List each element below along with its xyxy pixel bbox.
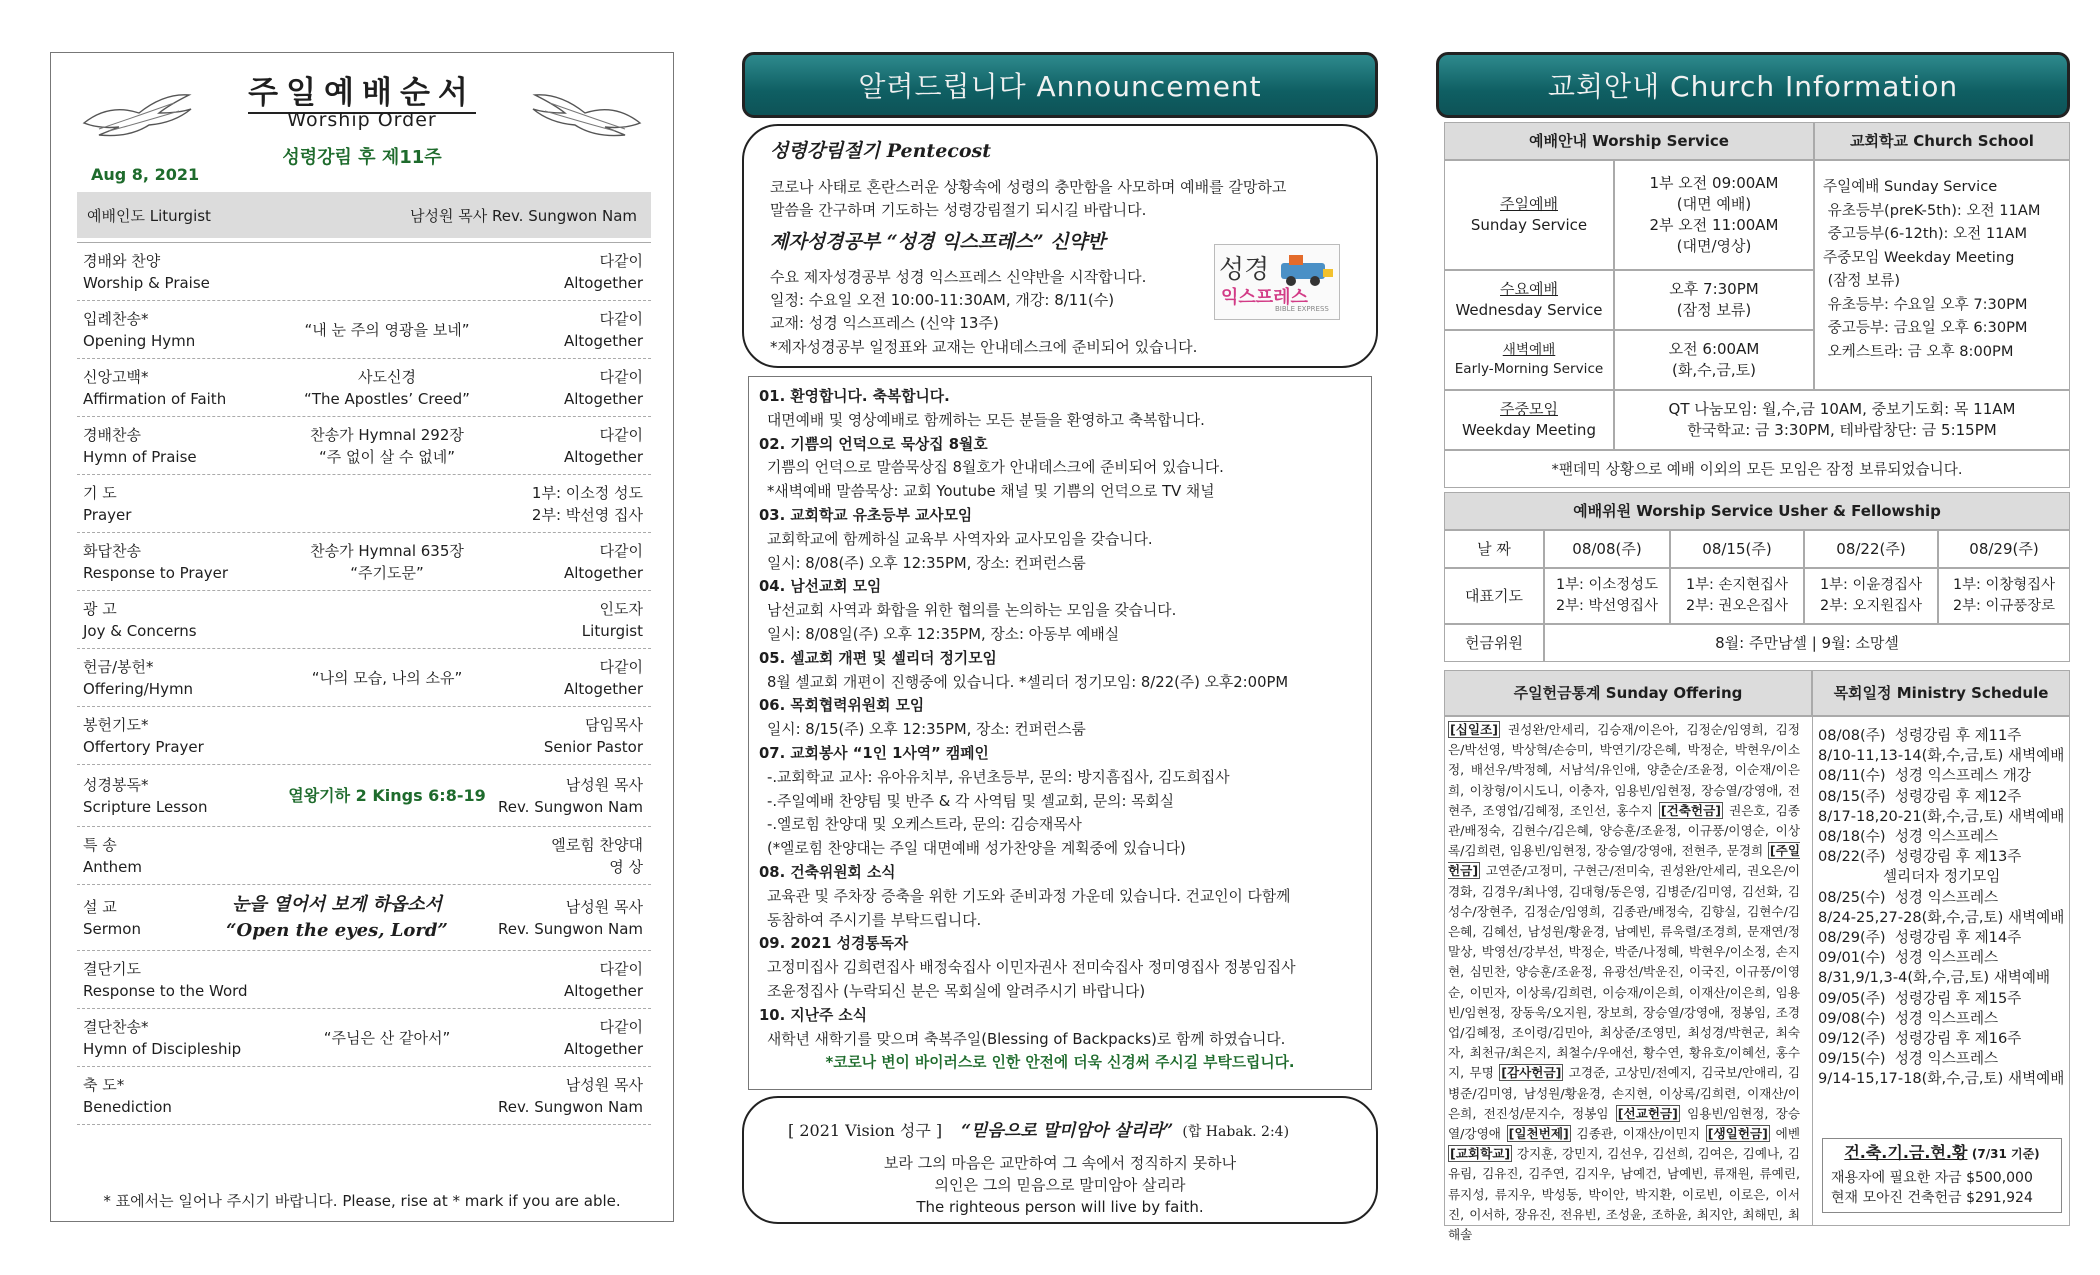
- worship-subtitle: Worship Order: [287, 109, 437, 131]
- schedule-item: 8/17-18,20-21(화,수,금,토) 새벽예배: [1818, 807, 2065, 825]
- order-item-korean: 광 고: [83, 599, 117, 618]
- announcement-line: 8월 셀교회 개편이 진행중에 있습니다. *셀리더 정기모임: 8/22(주) 오후2:00PM: [767, 673, 1289, 691]
- order-item: [83, 958, 293, 1002]
- order-item-korean: 경배찬송: [83, 425, 141, 444]
- usher-date: 08/22(주): [1804, 530, 1938, 568]
- church-school-line: 유초등부(preK-5th): 오전 11AM: [1823, 201, 2041, 219]
- order-leader: [498, 1074, 643, 1118]
- order-row: [77, 243, 651, 301]
- schedule-item: 9/14-15,17-18(화,수,금,토) 새벽예배: [1818, 1070, 2065, 1088]
- prayer-leader-2: 2부: 권오은집사: [1686, 598, 1788, 614]
- schedule-item: 8/10-11,13-14(화,수,금,토) 새벽예배: [1818, 747, 2065, 765]
- vision-ref: (합 Habak. 2:4): [1182, 1124, 1290, 1140]
- bible-express-logo: 성경 익스프레스 BIBLE EXPRESS: [1214, 244, 1340, 320]
- order-item: [83, 540, 293, 584]
- order-detail-2: “주 없이 살 수 없네”: [318, 447, 456, 466]
- order-item-english: Hymn of Discipleship: [83, 1039, 242, 1058]
- order-detail-2: “The Apostles’ Creed”: [304, 389, 470, 408]
- order-leader-2: 영 상: [609, 857, 643, 876]
- announcement-heading: 06. 목회협력위원회 모임: [759, 697, 925, 715]
- order-item-english: Response to the Word: [83, 981, 248, 1000]
- order-leader-1: 다같이: [599, 309, 643, 328]
- ws-wednesday-label: 수요예배 Wednesday Service: [1444, 270, 1614, 330]
- order-row: [77, 417, 651, 475]
- order-item: [83, 598, 293, 642]
- order-leader: [564, 958, 643, 1002]
- order-leader-2: Liturgist: [581, 621, 643, 640]
- usher-header: 예배위원 Worship Service Usher & Fellowship: [1444, 492, 2070, 530]
- church-school-line: 오케스트라: 금 오후 8:00PM: [1823, 342, 2014, 360]
- order-leader-2: Rev. Sungwon Nam: [497, 1097, 643, 1116]
- order-detail: [287, 319, 487, 341]
- order-row: [77, 649, 651, 707]
- liturgist-label: 예배인도 Liturgist: [87, 206, 211, 225]
- order-item-english: Hymn of Praise: [83, 447, 197, 466]
- order-leader-2: Altogether: [563, 679, 643, 698]
- order-item: [83, 774, 293, 818]
- church-school-line: (잠정 보류): [1823, 272, 1901, 289]
- order-detail-1: 찬송가 Hymnal 635장: [310, 541, 464, 560]
- announcement-list: [748, 376, 1372, 1090]
- prayer-leaders: [1544, 568, 1670, 624]
- service-date: Aug 8, 2021: [91, 165, 200, 184]
- weekday-label: 주중모임 Weekday Meeting: [1444, 390, 1614, 450]
- order-leader: [551, 834, 643, 878]
- order-item-english: Worship & Praise: [83, 273, 210, 292]
- vision-line-3: The righteous person will live by faith.: [916, 1198, 1204, 1216]
- usher-date: 08/15(주): [1670, 530, 1804, 568]
- weekday-times: QT 나눔모임: 월,수,금 10AM, 중보기도회: 목 11AM 한국학교: 금 3:30PM, 테바랍창단: 금 5:15PM: [1614, 390, 2070, 450]
- worship-service-header: 예배안내 Worship Service: [1444, 122, 1814, 160]
- order-item-korean: 결단찬송*: [83, 1017, 149, 1036]
- order-item-korean: 결단기도: [83, 959, 141, 978]
- order-item-english: Sermon: [83, 919, 141, 938]
- order-leader: [564, 250, 643, 294]
- order-item-korean: 설 교: [83, 897, 117, 916]
- announcement-line: (*엘로힘 찬양대는 주일 대면예배 성가찬양을 계획중에 있습니다): [767, 840, 1186, 858]
- study-line-1: 수요 제자성경공부 성경 익스프레스 신약반을 시작합니다.: [770, 268, 1147, 286]
- order-detail-1: 찬송가 Hymnal 292장: [310, 425, 464, 444]
- schedule-item: 08/22(주) 성령강림 후 제13주: [1818, 848, 2022, 866]
- announcement-heading: 01. 환영합니다. 축복합니다.: [759, 388, 950, 405]
- order-leader-2: Rev. Sungwon Nam: [497, 797, 643, 816]
- fund-date: (7/31 기준): [1971, 1147, 2040, 1161]
- order-leader-1: 다같이: [599, 425, 643, 444]
- order-row: [77, 475, 651, 533]
- prayer-leaders: [1804, 568, 1938, 624]
- schedule-item: 08/29(주) 성령강림 후 제14주: [1818, 929, 2022, 947]
- pentecost-body-2: 말씀을 간구하며 기도하는 성령강림절기 되시길 바랍니다.: [770, 201, 1147, 219]
- order-leader: [582, 598, 643, 642]
- order-detail: [287, 785, 487, 807]
- order-leader: [544, 714, 643, 758]
- order-detail-2: “주기도문”: [350, 563, 424, 582]
- order-leader-1: 엘로힘 찬양대: [551, 835, 643, 854]
- worship-title: 주일예배순서: [51, 67, 673, 112]
- liturgist-bar: [77, 192, 651, 238]
- order-row: [77, 707, 651, 765]
- order-item-korean: 특 송: [83, 835, 117, 854]
- pentecost-title: 성령강림절기 Pentecost: [770, 140, 991, 162]
- order-item-english: Scripture Lesson: [83, 797, 208, 816]
- study-title: 제자성경공부 “성경 익스프레스” 신약반: [770, 231, 1106, 253]
- announcement-line: 고정미집사 김희련집사 배정숙집사 이민자권사 전미숙집사 정미영집사 정봉임집사: [767, 959, 1296, 977]
- sermon-title: 눈을 열어서 보게 하옵소서: [231, 893, 443, 915]
- order-detail-1: “내 눈 주의 영광을 보네”: [304, 320, 470, 339]
- announcement-line: 교육관 및 주차장 증축을 위한 기도와 준비과정 가운데 있습니다. 건교인이 다함께: [767, 887, 1291, 905]
- announcement-line: 일시: 8/15(주) 오후 12:35PM, 장소: 컨퍼런스룸: [767, 721, 1086, 739]
- covid-notice: *코로나 변이 바이러스로 인한 안전에 더욱 신경써 주시길 부탁드립니다.: [825, 1054, 1295, 1072]
- order-leader-2: Altogether: [563, 273, 643, 292]
- order-item-korean: 화답찬송: [83, 541, 141, 560]
- order-leader-1: 담임목사: [585, 715, 643, 734]
- church-school-line: 중고등부: 금요일 오후 6:30PM: [1823, 319, 2028, 336]
- order-leader-2: Rev. Sungwon Nam: [497, 919, 643, 938]
- order-item: [83, 250, 293, 294]
- church-school-line: 주중모임 Weekday Meeting: [1823, 248, 2015, 266]
- order-leader-1: 다같이: [599, 1017, 643, 1036]
- announcement-line: -.엘로힘 찬양대 및 오케스트라, 문의: 김승재목사: [767, 816, 1082, 834]
- order-leader-2: Altogether: [563, 981, 643, 1000]
- prayer-leader-2: 2부: 이규풍장로: [1953, 598, 2055, 614]
- schedule-item: 09/01(수) 성경 익스프레스: [1818, 949, 1999, 967]
- order-detail: [287, 366, 487, 410]
- order-item: [83, 714, 293, 758]
- announcement-line: -.교회학교 교사: 유아유치부, 유년초등부, 문의: 방지흠집사, 김도희집사: [767, 768, 1230, 786]
- order-item: [83, 482, 293, 526]
- order-item-korean: 신앙고백*: [83, 367, 149, 386]
- order-row: [77, 1067, 651, 1125]
- study-line-2: 일정: 수요일 오전 10:00-11:30AM, 개강: 8/11(수): [770, 291, 1115, 309]
- order-item-korean: 축 도*: [83, 1075, 125, 1094]
- building-fund-box: [1822, 1138, 2062, 1213]
- order-row: [77, 533, 651, 591]
- order-detail-1: “주님은 산 같아서”: [323, 1028, 451, 1047]
- offering-committee-label: 헌금위원: [1444, 624, 1544, 662]
- schedule-item: 08/11(수) 성경 익스프레스 개강: [1818, 767, 2031, 785]
- order-detail: [167, 892, 507, 944]
- ws-sunday-label: 주일예배 Sunday Service: [1444, 160, 1614, 270]
- order-row: [77, 885, 651, 951]
- order-item-korean: 헌금/봉헌*: [83, 657, 154, 676]
- announcement-line: 대면예배 및 영상예배로 함께하는 모든 분들을 환영하고 축복합니다.: [767, 411, 1205, 429]
- order-leader-2: Senior Pastor: [543, 737, 643, 756]
- schedule-item: 09/05(주) 성령강림 후 제15주: [1818, 989, 2022, 1007]
- order-item: [83, 1074, 293, 1118]
- announcement-heading: 10. 지난주 소식: [759, 1006, 867, 1024]
- order-leader: [498, 896, 643, 940]
- fund-raised: 현재 모아진 건축헌금 $291,924: [1831, 1190, 2033, 1206]
- ws-wednesday-times: 오후 7:30PM (잠정 보류): [1614, 270, 1814, 330]
- liturgical-sunday: 성령강림 후 제11주: [282, 147, 442, 168]
- order-item-english: Prayer: [83, 505, 132, 524]
- order-detail: [287, 667, 487, 689]
- order-leader-1: 다같이: [599, 657, 643, 676]
- order-item: [83, 834, 293, 878]
- order-detail-1: “나의 모습, 나의 소유”: [311, 668, 463, 687]
- announcement-line: 교회학교에 함께하실 교육부 사역자와 교사모임을 갖습니다.: [767, 530, 1153, 548]
- order-leader-1: 남성원 목사: [565, 1075, 643, 1094]
- scripture-reference: 열왕기하 2 Kings 6:8-19: [288, 785, 486, 805]
- church-school-line: 중고등부(6-12th): 오전 11AM: [1823, 225, 2028, 242]
- order-leader-1: 다같이: [599, 541, 643, 560]
- fund-needed: 재용자에 필요한 자금 $500,000: [1831, 1170, 2033, 1186]
- announcement-heading: 04. 남선교회 모임: [759, 578, 882, 596]
- order-leader: [532, 482, 643, 526]
- prayer-leaders: [1938, 568, 2070, 624]
- prayer-label: 대표기도: [1444, 568, 1544, 624]
- order-item: [83, 366, 293, 410]
- schedule-item: 08/18(수) 성경 익스프레스: [1818, 828, 1999, 846]
- order-row: [77, 1009, 651, 1067]
- church-school-line: 주일예배 Sunday Service: [1823, 178, 1998, 195]
- order-item-english: Joy & Concerns: [83, 621, 197, 640]
- order-item: [83, 308, 293, 352]
- order-item-korean: 봉헌기도*: [83, 715, 149, 734]
- schedule-item: 셀리더자 정기모임: [1818, 868, 2001, 886]
- announcement-line: 기쁨의 언덕으로 말씀묵상집 8월호가 안내데스크에 준비되어 있습니다.: [767, 459, 1224, 477]
- announcement-line: 남선교회 사역과 화합을 위한 협의를 논의하는 모임을 갖습니다.: [767, 602, 1177, 620]
- order-item-korean: 입례찬송*: [83, 309, 149, 328]
- fund-title: 건.축.기.금.현.황: [1844, 1143, 1968, 1162]
- order-item: [83, 656, 293, 700]
- order-leader: [498, 774, 643, 818]
- announcement-banner: 알려드립니다 Announcement: [742, 52, 1378, 118]
- order-leader: [564, 540, 643, 584]
- announcement-line: 동참하여 주시기를 부탁드립니다.: [767, 911, 982, 929]
- schedule-item: 09/15(수) 성경 익스프레스: [1818, 1050, 1999, 1068]
- order-row: [77, 359, 651, 417]
- order-leader-2: Altogether: [563, 447, 643, 466]
- rise-note: * 표에서는 일어나 주시기 바랍니다. Please, rise at * mark if you are able.: [103, 1192, 621, 1210]
- schedule-item: 09/12(주) 성령강림 후 제16주: [1818, 1030, 2022, 1048]
- announcement-heading: 02. 기쁨의 언덕으로 묵상집 8월호: [759, 435, 988, 453]
- order-leader: [564, 366, 643, 410]
- order-item-english: Offering/Hymn: [83, 679, 194, 698]
- schedule-item: 08/08(주) 성령강림 후 제11주: [1818, 727, 2022, 744]
- prayer-leader-1: 1부: 이윤경집사: [1820, 577, 1922, 593]
- sunday-offering-header: 주일헌금통계 Sunday Offering: [1444, 670, 1812, 716]
- order-leader-2: Altogether: [563, 1039, 643, 1058]
- order-item: [83, 1016, 293, 1060]
- church-school-line: 유초등부: 수요일 오후 7:30PM: [1823, 295, 2028, 313]
- order-detail-1: 사도신경: [358, 367, 416, 386]
- schedule-item: 09/08(수) 성경 익스프레스: [1818, 1009, 1999, 1027]
- church-school-header: 교회학교 Church School: [1814, 122, 2070, 160]
- order-leader-2: 2부: 박선영 집사: [531, 505, 643, 524]
- announcement-heading: 05. 셀교회 개편 및 셀리더 정기모임: [759, 649, 997, 667]
- order-leader: [564, 656, 643, 700]
- study-line-3: 교재: 성경 익스프레스 (신약 13주): [770, 314, 999, 332]
- pentecost-box: [742, 124, 1378, 368]
- worship-order-panel: [50, 52, 674, 1222]
- announcement-heading: 09. 2021 성경통독자: [759, 935, 909, 953]
- announcement-line: 일시: 8/08일(주) 오후 12:35PM, 장소: 아동부 예배실: [767, 625, 1120, 643]
- prayer-leader-2: 2부: 박선영집사: [1556, 598, 1658, 614]
- ministry-schedule-list: [1812, 718, 2068, 1090]
- vision-box: [742, 1096, 1378, 1224]
- announcement-heading: 07. 교회봉사 “1인 1사역” 캠페인: [759, 744, 989, 762]
- announcement-heading: 08. 건축위원회 소식: [759, 863, 896, 881]
- order-table: [77, 242, 651, 1125]
- order-item-english: Offertory Prayer: [83, 737, 204, 756]
- order-item-english: Response to Prayer: [83, 563, 229, 582]
- order-leader-1: 남성원 목사: [565, 897, 643, 916]
- order-item-english: Benediction: [83, 1097, 172, 1116]
- church-info-banner: 교회안내 Church Information: [1436, 52, 2070, 118]
- order-leader: [564, 424, 643, 468]
- announcement-heading: 03. 교회학교 유초등부 교사모임: [759, 506, 973, 524]
- schedule-item: 08/25(수) 성경 익스프레스: [1818, 888, 1999, 906]
- order-leader-2: Altogether: [563, 331, 643, 350]
- vision-line-1: 보라 그의 마음은 교만하여 그 속에서 정직하지 못하나: [883, 1154, 1237, 1172]
- ws-morning-times: 오전 6:00AM (화,수,금,토): [1614, 330, 1814, 390]
- order-leader-1: 다같이: [599, 251, 643, 270]
- prayer-leader-1: 1부: 손지현집사: [1686, 577, 1788, 593]
- order-item-english: Affirmation of Faith: [83, 389, 227, 408]
- usher-date: 08/08(주): [1544, 530, 1670, 568]
- order-detail: [287, 540, 487, 584]
- order-item: [83, 424, 293, 468]
- train-icon: [1279, 249, 1337, 289]
- usher-date: 08/29(주): [1938, 530, 2070, 568]
- liturgist-name: 남성원 목사 Rev. Sungwon Nam: [409, 206, 637, 225]
- ws-morning-label: 새벽예배 Early-Morning Service: [1444, 330, 1614, 390]
- offering-list: [십일조] 권성완/안세리, 김승재/이은아, 김정순/임영희, 김정은/박선영, 박상혁/손승미, 박연기/강은혜, 박정순, 박현우/이소정, 배선우/박정혜, 서남석/유인애, 양춘순/조윤정, 이순재/이은희, 이창형/이시도니, 이충자, 임용빈/임현정, 장승열/강영애, 전현주, 조영업/김혜정, 조인선, 홍수지 [건축헌금] 권은호, 김종관/배정숙, 김현수/김은혜, 양승훈/조윤정, 이규풍/이영순, 이상록/김희련, 임용빈/임현정, 장승열/강영애, 전현주, 문경희 [주일헌금] 고연준/고정미, 구현근/전미숙, 권성완/안세리, 권오은/이경화, 김경우/최나영, 김대형/동은영, 김병준/김미영, 김선화, 김성수/장현주, 김정순/임영희, 김종관/배정숙, 김향실, 김현수/김은혜, 김혜선, 남성원/황윤경, 남예빈, 류욱렬/조경희, 문재연/정말상, 박영선/강부선, 박정순, 박준/나정혜, 박현우/이소정, 손지현, 심민찬, 양승훈/조윤정, 유광선/박운진, 이국진, 이규풍/이영순, 이민자, 이상록/김희련, 이승재/이은희, 이재산/이은희, 임용빈/임현정, 장동욱/오지원, 장보희, 장승열/강영애, 정봉임, 조경업/김혜정, 조이령/김민아, 최상준/조영민, 최성경/박현군, 최숙자, 최천규/최은지, 최철수/우애선, 황수연, 황유호/이혜선, 홍수지, 무명 [감사헌금] 고경준, 고상민/전예지, 김국보/안애리, 김병준/김미영, 남성원/황윤경, 손지현, 이상록/김희련, 이재산/이은희, 전진성/문지수, 정봉임 [선교헌금] 임용빈/임현정, 장승열/강영애 [일천번제] 김종관, 이재산/이민지 [생일헌금] 에벤 [교회학교] 강지훈, 강민지, 김선우, 김선희, 김여은, 김예나, 김유림, 김유진, 김주연, 김지우, 남예건, 남예빈, 류재원, 류예린, 류지성, 류지우, 박성동, 박이안, 박지환, 이로빈, 이로은, 이서진, 이서하, 장유진, 전유빈, 조성윤, 조하윤, 최지안, 최해민, 최해솔: [1448, 722, 1801, 1243]
- order-item-english: Anthem: [83, 857, 142, 876]
- order-detail: [287, 424, 487, 468]
- sermon-title-en: “Open the eyes, Lord”: [226, 919, 448, 941]
- pandemic-note: *팬데믹 상황으로 예배 이외의 모든 모임은 잠정 보류되었습니다.: [1444, 450, 2070, 488]
- prayer-leaders: [1670, 568, 1804, 624]
- ministry-schedule-header: 목회일정 Ministry Schedule: [1812, 670, 2070, 716]
- schedule-item: 8/24-25,27-28(화,수,금,토) 새벽예배: [1818, 908, 2065, 926]
- order-row: [77, 951, 651, 1009]
- vision-line-2: 의인은 그의 믿음으로 말미암아 살리라: [934, 1176, 1186, 1194]
- order-item-korean: 기 도: [83, 483, 117, 502]
- order-leader: [564, 1016, 643, 1060]
- vision-label: [ 2021 Vision 성구 ]: [788, 1121, 943, 1140]
- announcement-line: 일시: 8/08(주) 오후 12:35PM, 장소: 컨퍼런스룸: [767, 554, 1086, 572]
- vision-title: “믿음으로 말미암아 살리라”: [961, 1121, 1174, 1141]
- prayer-leader-1: 1부: 이창형집사: [1953, 577, 2055, 593]
- order-row: [77, 827, 651, 885]
- order-row: [77, 591, 651, 649]
- order-leader-2: Altogether: [563, 563, 643, 582]
- order-detail: [287, 1027, 487, 1049]
- order-row: [77, 301, 651, 359]
- announcement-line: 새학년 새학기를 맞으며 축복주일(Blessing of Backpacks)로 함께 하였습니다.: [767, 1030, 1286, 1048]
- order-leader-1: 다같이: [599, 959, 643, 978]
- prayer-leader-2: 2부: 오지원집사: [1820, 598, 1922, 614]
- order-item-korean: 성경봉독*: [83, 775, 149, 794]
- order-item-english: Opening Hymn: [83, 331, 196, 350]
- ws-sunday-times: 1부 오전 09:00AM (대면 예배) 2부 오전 11:00AM (대면/영상): [1614, 160, 1814, 270]
- order-leader-1: 남성원 목사: [565, 775, 643, 794]
- study-line-4: *제자성경공부 일정표와 교재는 안내데스크에 준비되어 있습니다.: [770, 338, 1198, 356]
- announcement-line: 조윤정집사 (누락되신 분은 목회실에 알려주시기 바랍니다): [767, 982, 1146, 1000]
- announcement-line: *새벽예배 말씀묵상: 교회 Youtube 채널 및 기쁨의 언덕으로 TV 채널: [767, 483, 1215, 501]
- order-leader-1: 다같이: [599, 367, 643, 386]
- offering-committee-value: 8월: 주만남셀 | 9월: 소망셀: [1544, 624, 2070, 662]
- prayer-leader-1: 1부: 이소정성도: [1556, 577, 1658, 593]
- announcement-line: -.주일예배 찬양팀 및 반주 & 각 사역팀 및 셀교회, 문의: 목회실: [767, 792, 1175, 810]
- schedule-item: 08/15(주) 성령강림 후 제12주: [1818, 787, 2022, 805]
- order-leader-1: 인도자: [599, 599, 643, 618]
- order-item-korean: 경배와 찬양: [83, 251, 161, 270]
- schedule-item: 8/31,9/1,3-4(화,수,금,토) 새벽예배: [1818, 969, 2051, 987]
- church-school-info: [1814, 160, 2070, 390]
- pentecost-body-1: 코로나 사태로 혼란스러운 상황속에 성령의 충만함을 사모하며 예배를 갈망하고: [770, 178, 1287, 196]
- date-label: 날 짜: [1444, 530, 1544, 568]
- order-leader-2: Altogether: [563, 389, 643, 408]
- order-row: [77, 765, 651, 827]
- order-leader-1: 1부: 이소정 성도: [531, 483, 643, 502]
- order-leader: [564, 308, 643, 352]
